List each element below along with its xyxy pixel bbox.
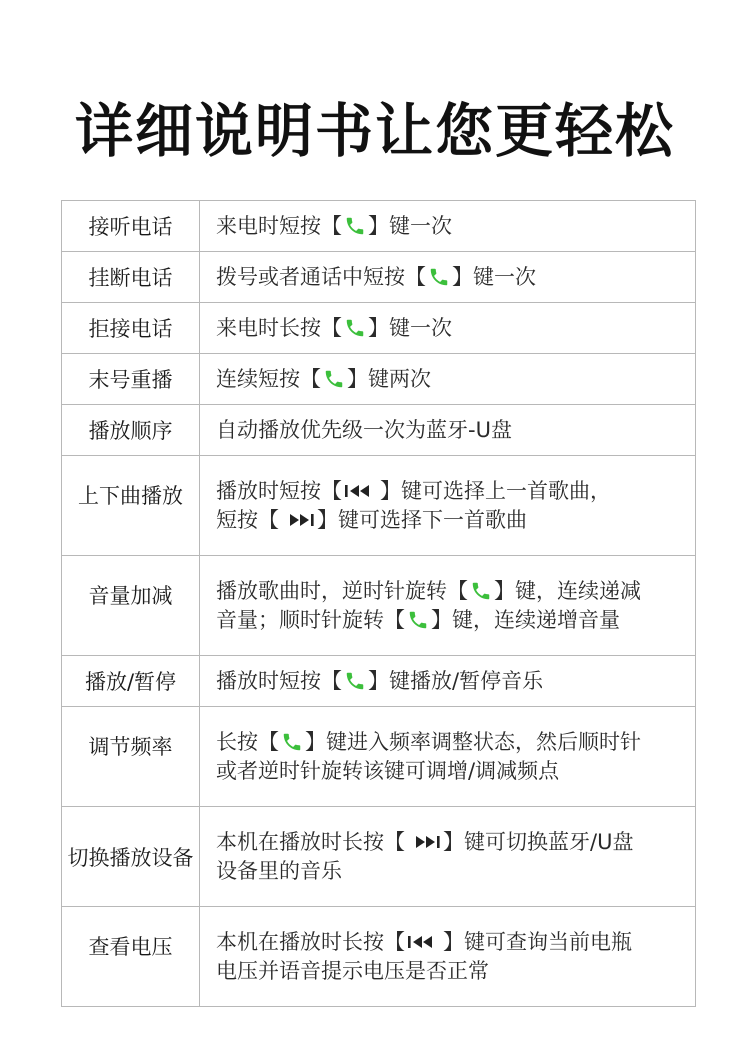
row-description: 播放时短按【 】键可选择上一首歌曲， 短按【 】键可选择下一首歌曲	[200, 456, 696, 556]
phone-icon	[343, 215, 367, 237]
table-row	[62, 252, 696, 303]
next-track-icon	[280, 512, 316, 528]
row-label: 上下曲播放	[62, 456, 200, 556]
table-row	[62, 405, 696, 456]
row-label: 音量加减	[62, 556, 200, 656]
row-label: 播放顺序	[62, 405, 200, 456]
phone-icon	[322, 368, 346, 390]
row-description: 播放时短按【 】键播放/暂停音乐	[200, 656, 696, 707]
table-row	[62, 354, 696, 405]
phone-icon	[343, 317, 367, 339]
row-label: 末号重播	[62, 354, 200, 405]
row-label: 挂断电话	[62, 252, 200, 303]
row-label: 播放/暂停	[62, 656, 200, 707]
previous-track-icon	[406, 934, 442, 950]
row-label: 拒接电话	[62, 303, 200, 354]
row-description: 长按【 】键进入频率调整状态，然后顺时针 或者逆时针旋转该键可调增/调减频点	[200, 707, 696, 807]
row-description: 播放歌曲时，逆时针旋转【 】键，连续递减 音量；顺时针旋转【 】键，连续递增音量	[200, 556, 696, 656]
row-description: 连续短按【 】键两次	[200, 354, 696, 405]
table-row	[62, 303, 696, 354]
row-description: 来电时短按【 】键一次	[200, 201, 696, 252]
row-label: 切换播放设备	[62, 807, 200, 907]
table-row	[62, 707, 696, 807]
row-description: 来电时长按【 】键一次	[200, 303, 696, 354]
phone-icon	[469, 580, 493, 602]
next-track-icon	[406, 834, 442, 850]
row-label: 调节频率	[62, 707, 200, 807]
row-description: 本机在播放时长按【 】键可查询当前电瓶 电压并语音提示电压是否正常	[200, 907, 696, 1007]
table-row	[62, 556, 696, 656]
row-label: 查看电压	[62, 907, 200, 1007]
phone-icon	[427, 266, 451, 288]
phone-icon	[406, 609, 430, 631]
row-description: 本机在播放时长按【 】键可切换蓝牙/U盘 设备里的音乐	[200, 807, 696, 907]
instruction-table	[61, 200, 696, 1007]
page-title: 详细说明书让您更轻松	[74, 97, 675, 165]
table-row	[62, 201, 696, 252]
table-row	[62, 907, 696, 1007]
previous-track-icon	[343, 483, 379, 499]
table-row	[62, 807, 696, 907]
row-description: 自动播放优先级一次为蓝牙-U盘	[200, 405, 696, 456]
row-label: 接听电话	[62, 201, 200, 252]
table-row	[62, 456, 696, 556]
phone-icon	[343, 670, 367, 692]
table-row	[62, 656, 696, 707]
phone-icon	[280, 731, 304, 753]
row-description: 拨号或者通话中短按【 】键一次	[200, 252, 696, 303]
